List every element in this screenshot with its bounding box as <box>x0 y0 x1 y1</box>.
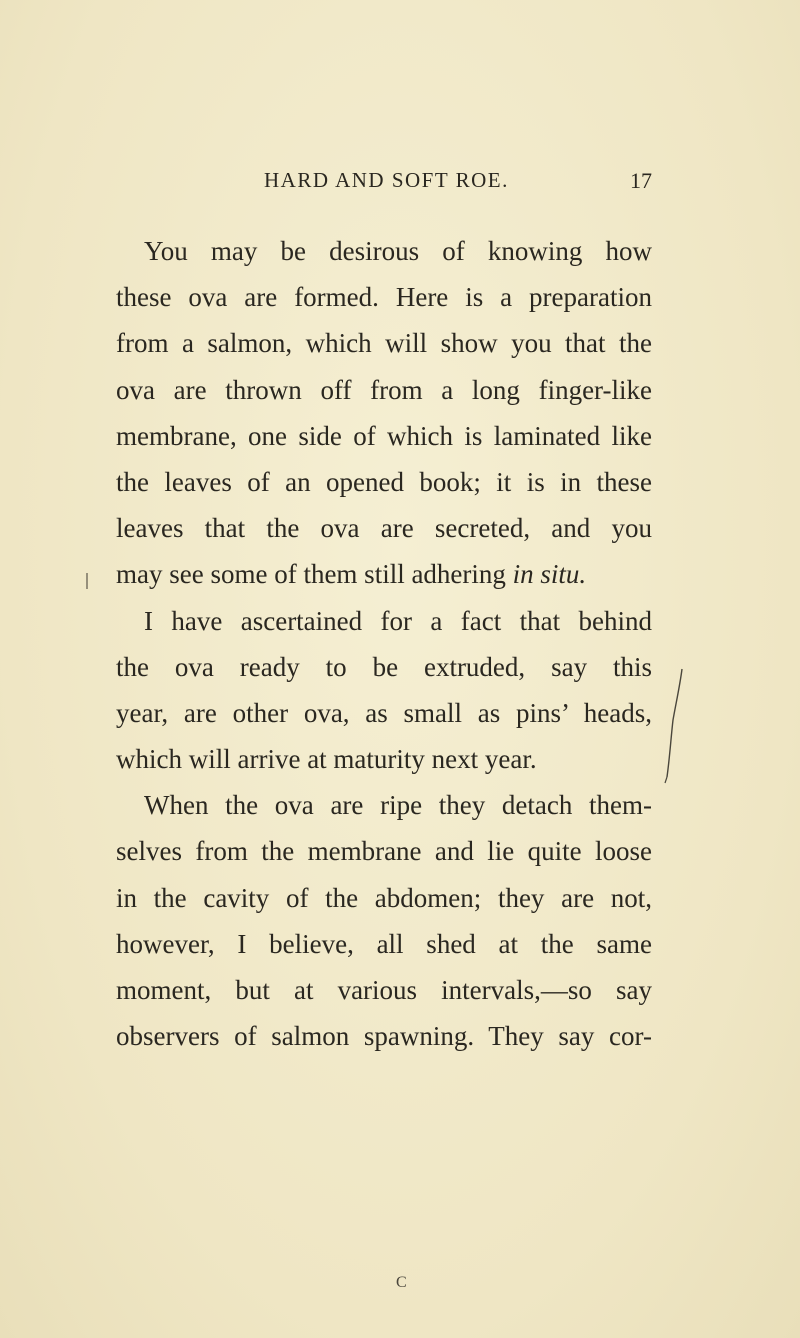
margin-pencil-mark <box>640 665 690 785</box>
signature-mark: C <box>396 1274 407 1291</box>
text-line: the ova ready to be extruded, say this <box>116 651 652 682</box>
text-line: membrane, one side of which is laminated like <box>116 420 652 451</box>
text-line: year, are other ova, as small as pins’ heads, <box>116 697 652 728</box>
text-line: from a salmon, which will show you that the <box>116 328 652 359</box>
text-line: ova are thrown off from a long finger-like <box>116 374 652 405</box>
text-line: moment, but at various intervals,—so say <box>116 975 652 1005</box>
text-line-prefix: may see some of them still adhering <box>116 559 513 590</box>
text-line: in the cavity of the abdomen; they are not, <box>116 882 652 913</box>
text-line: observers of salmon spawning. They say cor- <box>116 1021 652 1052</box>
text-line: leaves that the ova are secreted, and you <box>116 513 652 544</box>
text-line: I have ascertained for a fact that behind <box>144 605 652 636</box>
running-head: HARD AND SOFT ROE. <box>264 168 509 192</box>
page-number: 17 <box>630 168 652 193</box>
body-text <box>116 228 652 1059</box>
text-line <box>116 551 652 597</box>
text-line: however, I believe, all shed at the same <box>116 928 652 959</box>
page-header <box>116 168 652 198</box>
text-line: You may be desirous of knowing how <box>144 236 652 266</box>
stray-ink-mark <box>84 572 90 590</box>
italic-phrase: in situ. <box>512 559 587 590</box>
text-line: these ova are formed. Here is a preparation <box>116 282 652 313</box>
text-line: the leaves of an opened book; it is in these <box>116 466 652 497</box>
text-line: selves from the membrane and lie quite loose <box>116 836 652 867</box>
text-line: When the ova are ripe they detach them- <box>144 790 652 821</box>
text-line: which will arrive at maturity next year. <box>116 744 537 775</box>
